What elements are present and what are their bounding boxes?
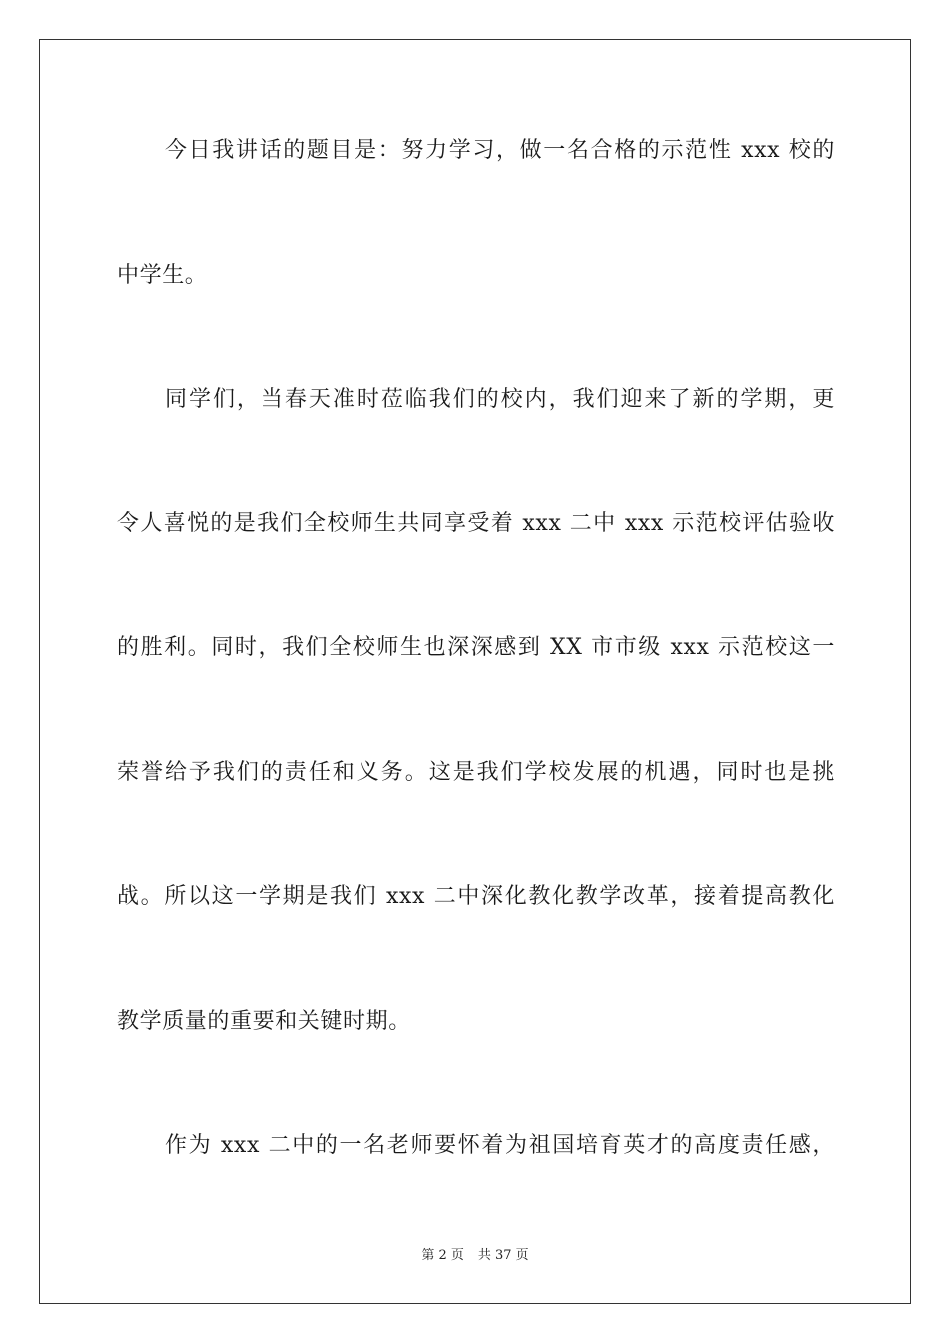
paragraph-line: 荣誉给予我们的责任和义务。这是我们学校发展的机遇，同时也是挑 — [117, 760, 835, 785]
page-number: 第 2 页 — [421, 1248, 464, 1263]
paragraph-line: 的胜利。同时，我们全校师生也深深感到 XX 市市级 xxx 示范校这一 — [117, 635, 835, 660]
paragraph-line: 战。所以这一学期是我们 xxx 二中深化教化教学改革，接着提高教化 — [117, 884, 835, 909]
page-footer — [0, 1247, 950, 1265]
paragraph-line: 今日我讲话的题目是：努力学习，做一名合格的示范性 xxx 校的 — [165, 138, 835, 163]
paragraph-line: 作为 xxx 二中的一名老师要怀着为祖国培育英才的高度责任感， — [165, 1133, 835, 1158]
page-border — [39, 39, 911, 1304]
paragraph-line: 教学质量的重要和关键时期。 — [117, 1009, 411, 1034]
paragraph-line: 中学生。 — [117, 263, 208, 288]
paragraph-line: 同学们，当春天准时莅临我们的校内，我们迎来了新的学期，更 — [165, 387, 835, 412]
paragraph-line: 令人喜悦的是我们全校师生共同享受着 xxx 二中 xxx 示范校评估验收 — [117, 511, 835, 536]
page-total: 共 37 页 — [477, 1248, 529, 1263]
